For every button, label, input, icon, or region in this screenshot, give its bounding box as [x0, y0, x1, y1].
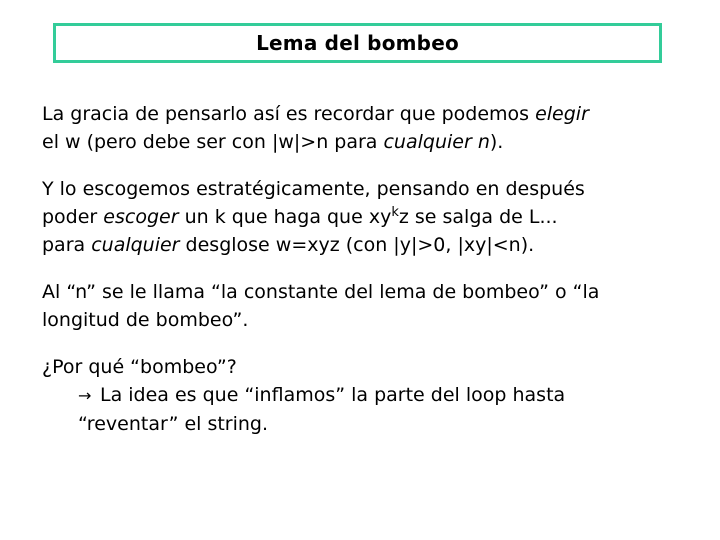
paragraph-1-line-1: [42, 100, 682, 128]
paragraph-4-line-3: “reventar” el string.: [78, 413, 269, 435]
emphasis-cualquier-n: cualquier n: [383, 131, 490, 153]
emphasis-escoger: escoger: [103, 206, 179, 228]
paragraph-2-line-2: [42, 203, 682, 231]
paragraph-2-line-3: [42, 231, 682, 259]
paragraph-2: [42, 175, 682, 259]
title-box: [53, 23, 662, 63]
paragraph-3-line-2: longitud de bombeo”.: [42, 309, 249, 331]
paragraph-2-line-1: Y lo escogemos estratégicamente, pensando en después: [42, 178, 585, 200]
text-span: desglose w=xyz (con |y|>0, |xy|<n).: [179, 234, 535, 256]
paragraph-3: [42, 278, 682, 334]
text-span: z se salga de L...: [398, 206, 558, 228]
paragraph-4-line-1: ¿Por qué “bombeo”?: [42, 356, 237, 378]
paragraph-1-line-2: [42, 128, 682, 156]
text-span: poder: [42, 206, 104, 228]
right-arrow-icon: →: [78, 386, 92, 405]
text-span: La gracia de pensarlo así es recordar que podemos: [42, 103, 536, 125]
paragraph-1: [42, 100, 682, 156]
text-span: ).: [489, 131, 504, 153]
text-span: el w (pero debe ser con |w|>n para: [42, 131, 384, 153]
emphasis-cualquier: cualquier: [91, 234, 180, 256]
emphasis-elegir: elegir: [535, 103, 589, 125]
paragraph-4-line-2: [42, 381, 682, 410]
superscript-k: k: [391, 205, 399, 220]
paragraph-4: [42, 353, 682, 438]
text-span: un k que haga que xy: [178, 206, 392, 228]
slide-title: Lema del bombeo: [256, 31, 459, 55]
text-span: para: [42, 234, 92, 256]
paragraph-3-line-1: Al “n” se le llama “la constante del lema de bombeo” o “la: [42, 281, 600, 303]
slide-body: [42, 100, 682, 457]
text-span: La idea es que “inflamos” la parte del loop hasta: [100, 384, 566, 406]
